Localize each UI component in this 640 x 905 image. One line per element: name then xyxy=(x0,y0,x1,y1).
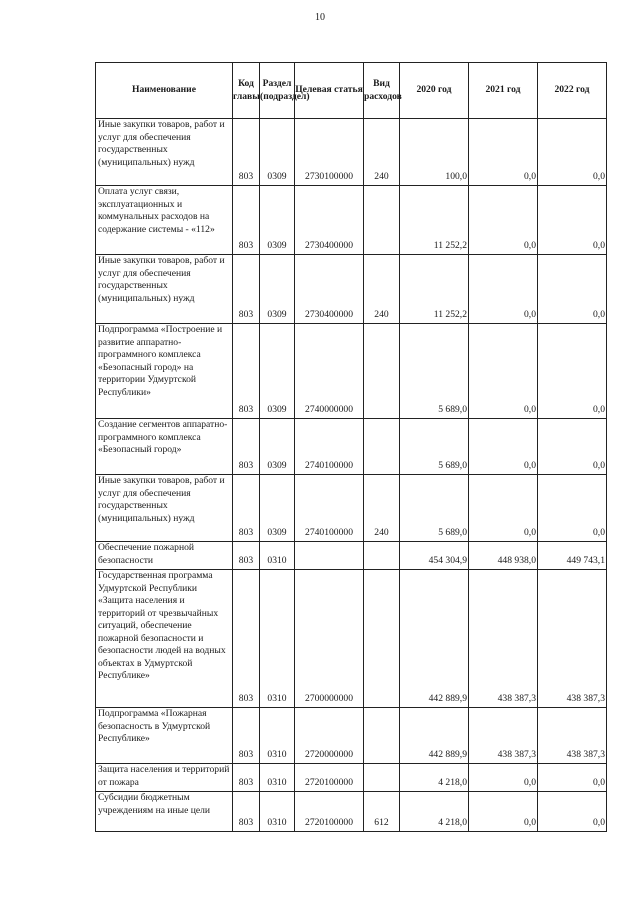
table-row xyxy=(96,792,607,832)
row-section: 0310 xyxy=(260,792,295,832)
row-chapter: 803 xyxy=(233,764,260,792)
row-2022: 0,0 xyxy=(538,764,607,792)
row-expense: 240 xyxy=(364,475,400,542)
row-expense xyxy=(364,764,400,792)
row-chapter: 803 xyxy=(233,570,260,708)
row-2020: 4 218,0 xyxy=(400,764,469,792)
row-section: 0310 xyxy=(260,708,295,764)
row-name: Обеспечение пожарной безопасности xyxy=(96,542,233,570)
row-section: 0310 xyxy=(260,764,295,792)
row-2021: 0,0 xyxy=(469,324,538,419)
row-target: 2730100000 xyxy=(295,119,364,186)
row-2021: 0,0 xyxy=(469,475,538,542)
table-row xyxy=(96,119,607,186)
row-expense xyxy=(364,542,400,570)
row-name: Подпрограмма «Построение и развитие аппаратно-программного комплекса «Безопасный город» на территории Удмуртской Республики» xyxy=(96,324,233,419)
row-2021: 438 387,3 xyxy=(469,708,538,764)
row-2021: 0,0 xyxy=(469,419,538,475)
row-2020: 5 689,0 xyxy=(400,324,469,419)
row-2021: 438 387,3 xyxy=(469,570,538,708)
row-2022: 0,0 xyxy=(538,419,607,475)
row-2020: 454 304,9 xyxy=(400,542,469,570)
row-2021: 448 938,0 xyxy=(469,542,538,570)
row-name: Создание сегментов аппаратно-программного комплекса «Безопасный город» xyxy=(96,419,233,475)
header-2021: 2021 год xyxy=(469,63,538,119)
row-2020: 442 889,9 xyxy=(400,570,469,708)
row-chapter: 803 xyxy=(233,186,260,255)
row-name: Субсидии бюджетным учреждениям на иные цели xyxy=(96,792,233,832)
row-2022: 0,0 xyxy=(538,186,607,255)
row-section: 0309 xyxy=(260,186,295,255)
row-target: 2700000000 xyxy=(295,570,364,708)
row-chapter: 803 xyxy=(233,324,260,419)
row-2021: 0,0 xyxy=(469,255,538,324)
row-2021: 0,0 xyxy=(469,186,538,255)
row-2022: 0,0 xyxy=(538,324,607,419)
budget-table xyxy=(95,62,607,832)
row-2022: 438 387,3 xyxy=(538,570,607,708)
row-expense: 612 xyxy=(364,792,400,832)
table-row xyxy=(96,708,607,764)
row-target: 2740100000 xyxy=(295,419,364,475)
header-row xyxy=(96,63,607,119)
row-target: 2720100000 xyxy=(295,764,364,792)
page-number: 10 xyxy=(315,12,325,23)
row-target xyxy=(295,542,364,570)
row-2022: 0,0 xyxy=(538,475,607,542)
row-target: 2720100000 xyxy=(295,792,364,832)
row-section: 0309 xyxy=(260,119,295,186)
row-chapter: 803 xyxy=(233,419,260,475)
row-2020: 11 252,2 xyxy=(400,186,469,255)
header-name: Наименование xyxy=(96,63,233,119)
row-2021: 0,0 xyxy=(469,792,538,832)
table-row xyxy=(96,324,607,419)
row-section: 0309 xyxy=(260,419,295,475)
table-row xyxy=(96,570,607,708)
header-section: Раздел (подраздел) xyxy=(260,63,295,119)
row-expense xyxy=(364,186,400,255)
row-chapter: 803 xyxy=(233,475,260,542)
row-name: Оплата услуг связи, эксплуатационных и коммунальных расходов на содержание системы - «112» xyxy=(96,186,233,255)
row-2021: 0,0 xyxy=(469,764,538,792)
row-target: 2730400000 xyxy=(295,255,364,324)
row-2022: 449 743,1 xyxy=(538,542,607,570)
row-2020: 11 252,2 xyxy=(400,255,469,324)
row-section: 0309 xyxy=(260,255,295,324)
row-name: Государственная программа Удмуртской Республики «Защита населения и территорий от чрезвычайных ситуаций, обеспечение пожарной безопасности и безопасности людей на водных объектах в Удмуртской Республике» xyxy=(96,570,233,708)
row-name: Иные закупки товаров, работ и услуг для обеспечения государственных (муниципальных) нужд xyxy=(96,475,233,542)
row-chapter: 803 xyxy=(233,542,260,570)
table-row xyxy=(96,186,607,255)
row-chapter: 803 xyxy=(233,255,260,324)
row-name: Иные закупки товаров, работ и услуг для обеспечения государственных (муниципальных) нужд xyxy=(96,119,233,186)
table-row xyxy=(96,764,607,792)
row-name: Иные закупки товаров, работ и услуг для обеспечения государственных (муниципальных) нужд xyxy=(96,255,233,324)
row-chapter: 803 xyxy=(233,708,260,764)
row-name: Защита населения и территорий от пожара xyxy=(96,764,233,792)
row-expense: 240 xyxy=(364,119,400,186)
row-section: 0310 xyxy=(260,570,295,708)
row-target: 2730400000 xyxy=(295,186,364,255)
row-2022: 438 387,3 xyxy=(538,708,607,764)
table-row xyxy=(96,255,607,324)
row-name: Подпрограмма «Пожарная безопасность в Удмуртской Республике» xyxy=(96,708,233,764)
row-target: 2720000000 xyxy=(295,708,364,764)
row-target: 2740000000 xyxy=(295,324,364,419)
table-row xyxy=(96,419,607,475)
row-section: 0310 xyxy=(260,542,295,570)
table-row xyxy=(96,542,607,570)
header-chapter: Код главы xyxy=(233,63,260,119)
header-2022: 2022 год xyxy=(538,63,607,119)
row-expense xyxy=(364,324,400,419)
row-chapter: 803 xyxy=(233,119,260,186)
table-row xyxy=(96,475,607,542)
row-2022: 0,0 xyxy=(538,792,607,832)
header-expense: Вид расходов xyxy=(364,63,400,119)
row-chapter: 803 xyxy=(233,792,260,832)
row-expense xyxy=(364,570,400,708)
row-section: 0309 xyxy=(260,324,295,419)
row-expense: 240 xyxy=(364,255,400,324)
row-target: 2740100000 xyxy=(295,475,364,542)
row-2022: 0,0 xyxy=(538,255,607,324)
row-2020: 5 689,0 xyxy=(400,419,469,475)
row-2020: 4 218,0 xyxy=(400,792,469,832)
header-2020: 2020 год xyxy=(400,63,469,119)
header-target: Целевая статья xyxy=(295,63,364,119)
row-2020: 5 689,0 xyxy=(400,475,469,542)
row-2020: 442 889,9 xyxy=(400,708,469,764)
row-section: 0309 xyxy=(260,475,295,542)
row-2020: 100,0 xyxy=(400,119,469,186)
row-expense xyxy=(364,419,400,475)
row-2022: 0,0 xyxy=(538,119,607,186)
row-2021: 0,0 xyxy=(469,119,538,186)
row-expense xyxy=(364,708,400,764)
